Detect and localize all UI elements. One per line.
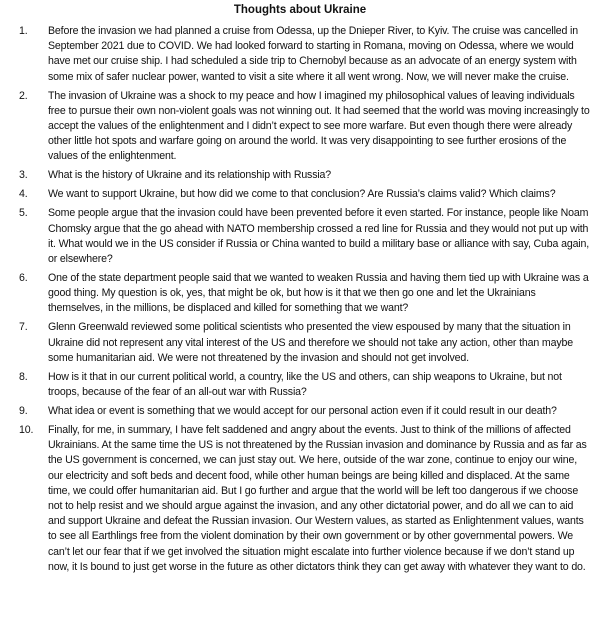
list-item: [0, 271, 592, 317]
list-item-text: Before the invasion we had planned a cruise from Odessa, up the Dnieper River, to Kyiv. The cruise was cancelled in September 2021 due to COVID. We had looked forward to starting in Romana, moving on Odessa, where we would have met our cruise ship. I had scheduled a side trip to Chernobyl because as an advocate of an energy system with some mix of safer nuclear power, wanted to visit a site where it all went wrong. Now, we will never make the cruise.: [48, 25, 578, 83]
list-item-number: 5.: [19, 207, 28, 220]
list-item-text: Finally, for me, in summary, I have felt saddened and angry about the events. Just to think of the millions of affected Ukrainians. At the same time the US is not threatened by the Russian invasion and dominance by Russia and as far as the US government is concerned, we can just stay out. We here, outside of the war zone, continue to enjoy our wine, our electricity and soft beds and decent food, while other human beings are being killed and displaced. At the same time, we could offer humanitarian aid. But I go further and argue that the world will be left too dangerous if we choose not to help resist and we should argue against the invasion, and any other dictatorial power, and do all we can to aid and support Ukraine and defeat the Russian invasion. Our Western values, as started as Enlightenment values, wants to see all Earthlings free from the violent domination by their own government or by other governmental powers. We can’t let our fear that if we get involved the situation might escalate into further violence because if we don’t stand up now, it Is bound to just get worse in the future as other dictators think they can get away with whatever they want to do.: [48, 424, 587, 573]
document-title: Thoughts about Ukraine: [233, 4, 367, 16]
list-item-number: 7.: [19, 321, 28, 334]
list-item-number: 9.: [19, 405, 28, 418]
list-item-text: The invasion of Ukraine was a shock to my peace and how I imagined my philosophical values of leaving individuals free to pursue their own non-violent goals was not winning out. It had seemed that the world was moving increasingly to accept the values of the enlightenment and I didn’t expect to see more warfare. But even though there were already other little hot spots and warfare going on around the world. It was very disappointing to see further erosions of the values of the enlightenment.: [48, 89, 590, 163]
list-item-number: 1.: [19, 25, 28, 37]
list-item-number: 4.: [19, 188, 28, 201]
list-item: [0, 24, 592, 85]
numbered-list: [0, 24, 592, 579]
list-item-text: How is it that in our current political world, a country, like the US and others, can ship weapons to Ukraine, but not troops, because of the fear of an all-out war with Russia?: [48, 370, 562, 399]
list-item: [0, 89, 592, 165]
list-item-number: 6.: [19, 272, 28, 285]
list-item: [0, 404, 592, 419]
list-item-text: Glenn Greenwald reviewed some political scientists who presented the view espoused by many that the situation in Ukraine did not represent any vital interest of the US and therefore we should not take any action, other than maybe some humanitarian aid. We were not threatened by the invasion and should not get involved.: [48, 321, 573, 364]
list-item-text: One of the state department people said that we wanted to weaken Russia and having them tied up with Ukraine was a good thing. My question is ok, yes, that might be ok, but how is it that we then go one and let the Ukrainians themselves, in the millions, be displaced and killed for something that we want?: [48, 272, 589, 315]
list-item: [0, 423, 592, 575]
list-item-text: What idea or event is something that we would accept for our personal action even if it could result in our death?: [48, 405, 557, 418]
list-item: [0, 370, 592, 400]
list-item: [0, 187, 592, 202]
list-item-text: We want to support Ukraine, but how did we come to that conclusion? Are Russia’s claims valid? Which claims?: [48, 188, 556, 201]
list-item-number: 2.: [19, 89, 28, 102]
list-item: [0, 206, 592, 267]
list-item-number: 3.: [19, 169, 28, 182]
list-item-number: 10.: [19, 424, 34, 437]
list-item: [0, 320, 592, 366]
list-item-text: Some people argue that the invasion could have been prevented before it even started. For instance, people like Noam Chomsky argue that the go ahead with NATO membership crossed a red line for Russia and they would not put up with it. What would we in the US consider if Russia or China wanted to build a military base or alliance with say, Cuba again, or elsewhere?: [48, 207, 590, 266]
list-item-text: What is the history of Ukraine and its relationship with Russia?: [48, 169, 332, 182]
list-item: [0, 168, 592, 183]
list-item-number: 8.: [19, 370, 28, 383]
